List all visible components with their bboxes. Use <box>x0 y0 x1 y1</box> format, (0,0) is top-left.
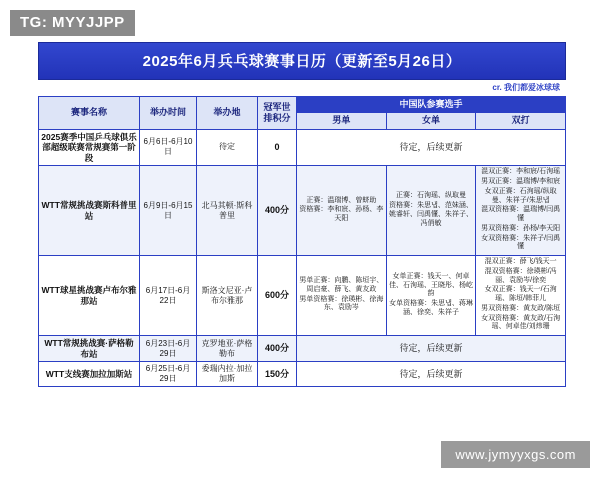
cell-event-time: 6月17日-6月22日 <box>140 256 197 336</box>
player-line: 混双正赛：李和宸/石洵瑶 <box>481 168 561 176</box>
cell-womens-singles <box>386 256 476 336</box>
cell-pending-note: 待定，后续更新 <box>297 336 566 362</box>
col-womens-singles: 女单 <box>386 113 476 129</box>
player-line: 女双资格赛：黄友政/石洵瑶、何卓佳/刘炜珊 <box>481 314 561 331</box>
col-points: 冠军世排积分 <box>258 97 297 130</box>
cell-doubles <box>476 256 566 336</box>
cell-event-name: WTT球星挑战赛卢布尔雅那站 <box>39 256 140 336</box>
cell-mens-singles <box>297 256 387 336</box>
cell-event-time: 6月23日-6月29日 <box>140 336 197 362</box>
player-line: 女双资格赛：朱祥子/闫禹懂 <box>481 234 561 251</box>
player-line: 混双正赛：薛飞/钱天一 <box>484 258 557 266</box>
player-line: 女单资格赛：朱思냅、蒋琳涵、徐奕、朱祥子 <box>389 300 473 316</box>
cell-event-name: WTT常规挑战赛斯科普里站 <box>39 166 140 256</box>
player-line: 资格赛：朱思냅、范妹涵、姚睿轩、闫禹懂、朱祥子、冯俏敏 <box>388 202 473 227</box>
cell-event-place: 委瑞内拉·加拉加斯 <box>197 362 258 387</box>
col-team: 中国队参赛选手 <box>297 97 566 113</box>
table-row <box>39 362 566 387</box>
cell-event-place: 斯洛文尼亚·卢布尔雅那 <box>197 256 258 336</box>
player-line: 女双正赛：钱天一/石洵瑶、陈垣/韩菲儿 <box>484 286 557 303</box>
cell-event-points: 150分 <box>258 362 297 387</box>
cell-event-name: WTT常规挑战赛·萨格勒布站 <box>39 336 140 362</box>
player-line: 资格赛：李和宸、孙杨、李天阳 <box>299 206 384 223</box>
calendar-sheet <box>38 42 566 387</box>
table-head <box>39 97 566 130</box>
player-line: 女双正赛：石洵瑶/纵取曼、朱祥子/朱思냅 <box>484 187 557 204</box>
cell-event-time: 6月25日-6月29日 <box>140 362 197 387</box>
cell-event-points: 400分 <box>258 336 297 362</box>
table-row <box>39 166 566 256</box>
table-row <box>39 129 566 166</box>
table-row <box>39 336 566 362</box>
page-title: 2025年6月兵乓球赛事日历（更新至5月26日） <box>38 42 566 80</box>
site-watermark: www.jymyyxgs.com <box>441 441 590 468</box>
player-line: 男双资格赛：孙杨/李天阳 <box>481 224 561 232</box>
player-line: 正赛：温瑞博、曾蛴助 <box>306 196 377 204</box>
header-row-1 <box>39 97 566 113</box>
cell-event-points: 400分 <box>258 166 297 256</box>
col-time: 举办时间 <box>140 97 197 130</box>
cell-event-place: 待定 <box>197 129 258 166</box>
cell-event-name: 2025赛季中国乒乓球俱乐部超级联赛常规赛第一阶段 <box>39 129 140 166</box>
player-line: 混双资格赛：徐瑛彬/冯丽、袁励岑/徐奕 <box>484 267 557 284</box>
cell-womens-singles <box>386 166 476 256</box>
cell-pending-note: 待定，后续更新 <box>297 129 566 166</box>
cell-event-name: WTT支线赛加拉加斯站 <box>39 362 140 387</box>
cell-event-place: 克罗地亚·萨格勒布 <box>197 336 258 362</box>
player-line: 男双正赛：温瑞博/李和宸 <box>481 178 561 186</box>
col-place: 举办地 <box>197 97 258 130</box>
col-event: 赛事名称 <box>39 97 140 130</box>
events-table <box>38 96 566 387</box>
cell-doubles <box>476 166 566 256</box>
player-line: 男单资格赛：徐瑛彬、徐海东、袁励岑 <box>299 295 384 312</box>
player-line: 男单正赛：向鹏、陈垣宇、周启豪、薛飞、黄友政 <box>299 277 384 293</box>
cell-event-time: 6月9日-6月15日 <box>140 166 197 256</box>
credit-line: cr. 我们都爱冰球球 <box>492 83 560 92</box>
cell-mens-singles <box>297 166 387 256</box>
telegram-badge: TG: MYYJJPP <box>10 10 135 36</box>
player-line: 混双资格赛：温瑞博/闫禹懂 <box>481 206 561 223</box>
player-line: 正赛：石洵瑶、纵取曼 <box>395 192 466 200</box>
cell-pending-note: 待定，后续更新 <box>297 362 566 387</box>
table-body <box>39 129 566 387</box>
cell-event-points: 600分 <box>258 256 297 336</box>
cell-event-place: 北马其顿·斯科普里 <box>197 166 258 256</box>
cell-event-time: 6月6日-6月10日 <box>140 129 197 166</box>
col-mens-singles: 男单 <box>297 113 387 129</box>
table-row <box>39 256 566 336</box>
cell-event-points: 0 <box>258 129 297 166</box>
player-line: 女单正赛：钱天一、何卓佳、石洵瑶、王晓彤、杨屹韵 <box>388 272 473 298</box>
col-doubles: 双打 <box>476 113 566 129</box>
player-line: 男双资格赛：黄友政/陈垣 <box>481 304 561 312</box>
